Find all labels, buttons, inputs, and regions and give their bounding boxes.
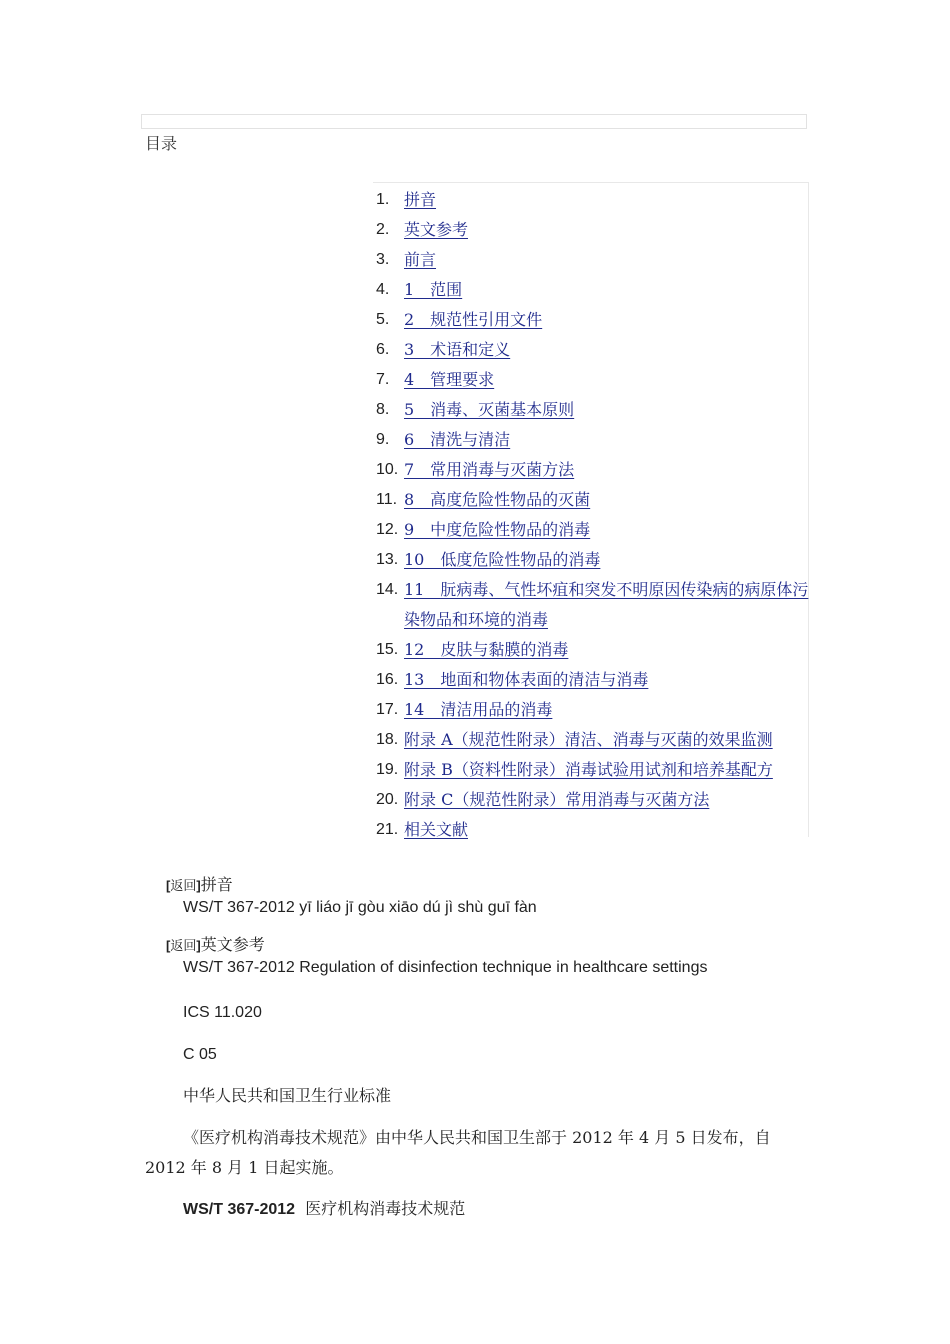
- toc-item: [373, 785, 809, 815]
- toc-item: [373, 275, 809, 305]
- toc-item-number: 14.: [376, 581, 399, 598]
- toc-item-number: 20.: [376, 791, 399, 808]
- toc-item: [373, 365, 809, 395]
- toc-item-number: 12.: [376, 521, 399, 538]
- toc-item-number: 8.: [376, 401, 390, 418]
- toc-item: [373, 185, 809, 215]
- toc-item-number: 9.: [376, 431, 390, 448]
- toc-link[interactable]: 英文参考: [404, 220, 469, 239]
- toc-item: [373, 815, 809, 845]
- toc-item-number: 4.: [376, 281, 390, 298]
- toc-link[interactable]: 1 范围: [404, 280, 463, 299]
- toc-link[interactable]: 附录 C（规范性附录）常用消毒与灭菌方法: [404, 790, 710, 809]
- ics-code: ICS 11.020: [183, 1004, 262, 1021]
- toc-item: [373, 515, 809, 545]
- toc-link[interactable]: 9 中度危险性物品的消毒: [404, 520, 591, 539]
- english-heading: [166, 935, 265, 957]
- toc-item: [373, 245, 809, 275]
- back-link[interactable]: [返回]: [166, 878, 201, 894]
- english-heading-text: 英文参考: [200, 935, 265, 954]
- toc-link[interactable]: 11 朊病毒、气性坏疽和突发不明原因传染病的病原体污染物品和环境的消毒: [404, 580, 809, 629]
- toc-item: [373, 725, 809, 755]
- toc-item-number: 3.: [376, 251, 390, 268]
- toc-item-number: 10.: [376, 461, 399, 478]
- toc-item: [373, 455, 809, 485]
- toc-item: [373, 575, 809, 635]
- toc-item: [373, 665, 809, 695]
- toc-item-number: 6.: [376, 341, 390, 358]
- doc-title-line: [183, 1198, 465, 1221]
- toc-link[interactable]: 附录 A（规范性附录）清洁、消毒与灭菌的效果监测: [404, 730, 773, 749]
- toc-link[interactable]: 5 消毒、灭菌基本原则: [404, 400, 575, 419]
- toc-item: [373, 425, 809, 455]
- toc-item-number: 15.: [376, 641, 399, 658]
- toc-item: [373, 635, 809, 665]
- ccs-code: C 05: [183, 1046, 217, 1063]
- toc-item: [373, 695, 809, 725]
- toc-link[interactable]: 12 皮肤与黏膜的消毒: [404, 640, 569, 659]
- toc-link[interactable]: 附录 B（资料性附录）消毒试验用试剂和培养基配方: [404, 760, 773, 779]
- toc-item: [373, 545, 809, 575]
- toc-item: [373, 395, 809, 425]
- toc-item-number: 16.: [376, 671, 399, 688]
- toc-item-number: 1.: [376, 191, 390, 208]
- toc-item-number: 18.: [376, 731, 399, 748]
- doc-title: 医疗机构消毒技术规范: [305, 1199, 466, 1218]
- toc-link[interactable]: 14 清洁用品的消毒: [404, 700, 553, 719]
- publish-note: 《医疗机构消毒技术规范》由中华人民共和国卫生部于 2012 年 4 月 5 日发布，自 2012 年 8 月 1 日起实施。: [145, 1128, 771, 1177]
- toc-item-number: 11.: [376, 491, 398, 508]
- toc-link[interactable]: 10 低度危险性物品的消毒: [404, 550, 601, 569]
- toc-item-number: 7.: [376, 371, 390, 388]
- toc-item-number: 5.: [376, 311, 390, 328]
- toc-item-number: 2.: [376, 221, 390, 238]
- toc-item: [373, 305, 809, 335]
- toc-link[interactable]: 6 清洗与清洁: [404, 430, 511, 449]
- toc-item: [373, 755, 809, 785]
- pinyin-heading-text: 拼音: [200, 875, 233, 894]
- toc-link[interactable]: 7 常用消毒与灭菌方法: [404, 460, 575, 479]
- back-link[interactable]: [返回]: [166, 938, 201, 954]
- toc-box: [373, 182, 809, 837]
- doc-code: WS/T 367-2012: [183, 1201, 296, 1218]
- toc-item-number: 21.: [376, 821, 399, 838]
- toc-link[interactable]: 拼音: [404, 190, 437, 209]
- toc-title: 目录: [145, 134, 178, 153]
- toc-link[interactable]: 相关文献: [404, 820, 469, 839]
- toc-item-number: 17.: [376, 701, 399, 718]
- toc-link[interactable]: 前言: [404, 250, 437, 269]
- toc-item: [373, 215, 809, 245]
- pinyin-text: WS/T 367-2012 yī liáo jī gòu xiāo dú jì shù guī fàn: [183, 899, 537, 916]
- toc-link[interactable]: 2 规范性引用文件: [404, 310, 543, 329]
- toc-link[interactable]: 13 地面和物体表面的清洁与消毒: [404, 670, 649, 689]
- toc-item-number: 13.: [376, 551, 399, 568]
- standard-type: 中华人民共和国卫生行业标准: [183, 1086, 392, 1105]
- english-text: WS/T 367-2012 Regulation of disinfection technique in healthcare settings: [183, 959, 708, 976]
- toc-item: [373, 335, 809, 365]
- toc-list: [373, 185, 809, 845]
- pinyin-heading: [166, 875, 233, 897]
- toc-item: [373, 485, 809, 515]
- top-divider-bar: [141, 114, 807, 129]
- toc-link[interactable]: 3 术语和定义: [404, 340, 511, 359]
- toc-link[interactable]: 8 高度危险性物品的灭菌: [404, 490, 591, 509]
- toc-item-number: 19.: [376, 761, 399, 778]
- toc-link[interactable]: 4 管理要求: [404, 370, 495, 389]
